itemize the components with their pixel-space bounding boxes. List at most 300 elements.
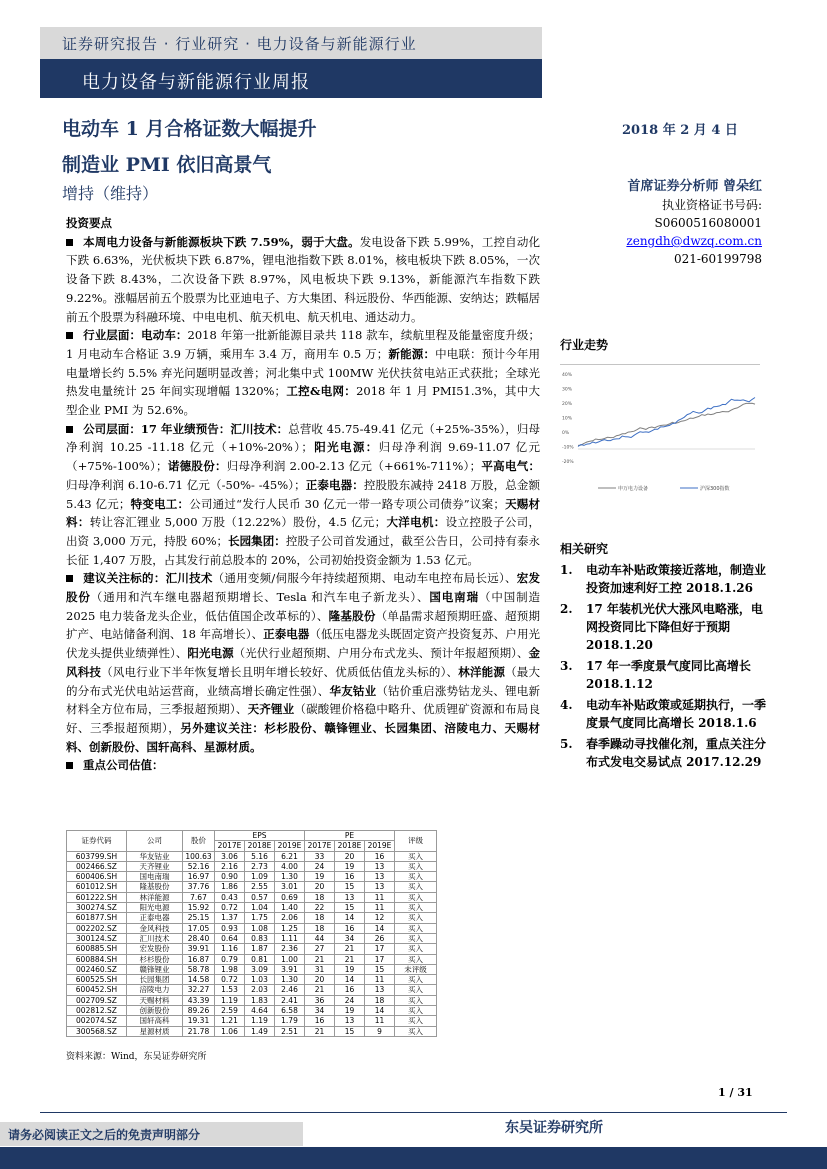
table-cell: 15 bbox=[335, 903, 365, 913]
table-cell: 11 bbox=[365, 1016, 395, 1026]
table-cell: 买入 bbox=[395, 851, 437, 861]
table-cell: 17 bbox=[365, 954, 395, 964]
table-row bbox=[67, 995, 437, 1005]
table-cell: 2.03 bbox=[245, 985, 275, 995]
y-tick-label: 40% bbox=[562, 373, 573, 378]
table-cell: 4.64 bbox=[245, 1006, 275, 1016]
y-tick-label: 30% bbox=[562, 387, 573, 393]
table-cell: 1.25 bbox=[275, 923, 305, 933]
table-cell: 15 bbox=[365, 964, 395, 974]
table-cell: 15 bbox=[335, 1026, 365, 1036]
table-cell: 89.26 bbox=[183, 1006, 215, 1016]
table-cell: 44 bbox=[305, 933, 335, 943]
recommend-stock: 天齐锂业 bbox=[247, 702, 295, 717]
table-cell: 正泰电器 bbox=[127, 913, 183, 923]
y-tick-label: 0% bbox=[562, 431, 570, 436]
chart-y-axis bbox=[562, 372, 574, 465]
related-item-title: 17 年装机光伏大涨风电略涨，电网投资同比下降但好于预期 2018.1.20 bbox=[586, 602, 763, 652]
table-cell: 6.21 bbox=[275, 851, 305, 861]
recommend-stock: 林洋能源 bbox=[458, 664, 506, 679]
table-cell: 宏发股份 bbox=[127, 944, 183, 954]
table-cell: 34 bbox=[335, 933, 365, 943]
table-cell: 3.91 bbox=[275, 964, 305, 974]
table-cell: 18 bbox=[305, 913, 335, 923]
table-row bbox=[67, 851, 437, 861]
company-label: 大洋电机： bbox=[386, 515, 446, 530]
related-item[interactable] bbox=[560, 657, 770, 693]
table-cell: 11 bbox=[365, 892, 395, 902]
recommend-reason: （钴价重启涨势钴龙头、锂电新材料全方位布局，三季报超预期）、 bbox=[66, 683, 541, 717]
valuation-table bbox=[66, 830, 437, 1037]
industry-newenergy-text: 中电联：预计今年用电量增长约 5.5% 弃光问题明显改善；河北集中式 100MW 光伏扶贫电站正式获批；全球光热发电量统计 25 年间实现增幅 1320%； bbox=[66, 346, 541, 399]
company-text: 归母净利润 6.10-6.71 亿元（-50%- -45%）； bbox=[66, 477, 306, 492]
table-cell: 3.06 bbox=[215, 851, 245, 861]
company-label: 诺德股份： bbox=[167, 459, 227, 474]
table-cell: 18 bbox=[365, 995, 395, 1005]
table-row bbox=[67, 872, 437, 882]
table-cell: 0.83 bbox=[245, 933, 275, 943]
company-label: 正泰电器： bbox=[305, 477, 364, 492]
table-cell: 0.64 bbox=[215, 933, 245, 943]
table-cell: 18 bbox=[305, 892, 335, 902]
table-cell: 100.63 bbox=[183, 851, 215, 861]
table-cell: 阳光电源 bbox=[127, 903, 183, 913]
table-cell: 1.19 bbox=[215, 995, 245, 1005]
related-item[interactable] bbox=[560, 696, 770, 732]
related-item[interactable] bbox=[560, 561, 770, 597]
table-cell: 300274.SZ bbox=[67, 903, 127, 913]
table-cell: 林洋能源 bbox=[127, 892, 183, 902]
table-cell: 22 bbox=[305, 903, 335, 913]
company-label: 汇川技术： bbox=[230, 421, 289, 436]
table-source: 资料来源：Wind，东吴证券研究所 bbox=[66, 1052, 207, 1062]
table-cell: 买入 bbox=[395, 892, 437, 902]
table-cell: 002074.SZ bbox=[67, 1016, 127, 1026]
table-cell: 19.31 bbox=[183, 1016, 215, 1026]
table-cell: 2.55 bbox=[245, 882, 275, 892]
table-cell: 买入 bbox=[395, 913, 437, 923]
table-cell: 002202.SZ bbox=[67, 923, 127, 933]
legend-label-hs300: 沪深300指数 bbox=[700, 486, 730, 492]
col-code: 证券代码 bbox=[67, 831, 127, 852]
company-label: 长园集团： bbox=[228, 533, 286, 548]
trend-label: 行业走势 bbox=[560, 338, 609, 352]
col-rating: 评级 bbox=[395, 831, 437, 852]
table-cell: 2.36 bbox=[275, 944, 305, 954]
related-item-number: 4. bbox=[560, 698, 573, 712]
table-cell: 19 bbox=[335, 964, 365, 974]
table-cell: 21.78 bbox=[183, 1026, 215, 1036]
table-cell: 601012.SH bbox=[67, 882, 127, 892]
footer-brand: 东吴证券研究所 bbox=[505, 1120, 603, 1136]
table-cell: 300568.SZ bbox=[67, 1026, 127, 1036]
section-heading: 投资要点 bbox=[66, 216, 112, 230]
table-cell: 14 bbox=[335, 975, 365, 985]
table-cell: 3.09 bbox=[245, 964, 275, 974]
industry-grid-text: 2018 年 1 月 PMI51.3%，其中大型企业 PMI 为 52.6%。 bbox=[66, 384, 541, 418]
table-cell: 1.16 bbox=[215, 944, 245, 954]
table-cell: 1.04 bbox=[245, 903, 275, 913]
y-tick-label: 20% bbox=[562, 402, 573, 407]
table-row bbox=[67, 913, 437, 923]
col-name: 公司 bbox=[127, 831, 183, 852]
series-line-hs300 bbox=[578, 403, 755, 445]
bullet-icon bbox=[66, 332, 73, 339]
table-cell: 华友钴业 bbox=[127, 851, 183, 861]
table-cell: 21 bbox=[335, 944, 365, 954]
table-cell: 杉杉股份 bbox=[127, 954, 183, 964]
table-row bbox=[67, 1006, 437, 1016]
table-cell: 1.00 bbox=[275, 954, 305, 964]
analyst-cert-no: S0600516080001 bbox=[654, 216, 762, 230]
bullet-icon bbox=[66, 762, 73, 769]
table-cell: 1.03 bbox=[245, 975, 275, 985]
table-cell: 1.11 bbox=[275, 933, 305, 943]
table-cell: 国轩高科 bbox=[127, 1016, 183, 1026]
table-cell: 3.01 bbox=[275, 882, 305, 892]
table-cell: 1.40 bbox=[275, 903, 305, 913]
recommend-stock: 华友钴业 bbox=[329, 683, 377, 698]
header-breadcrumb-bar bbox=[40, 27, 542, 59]
table-cell: 002466.SZ bbox=[67, 861, 127, 871]
table-cell: 1.19 bbox=[245, 1016, 275, 1026]
table-cell: 买入 bbox=[395, 1006, 437, 1016]
table-cell: 600452.SH bbox=[67, 985, 127, 995]
table-cell: 13 bbox=[365, 985, 395, 995]
recommend-reason: （单晶需求超预期旺盛、超预期扩产、电站储备利润、18 年高增长）、 bbox=[66, 608, 541, 642]
table-cell: 14 bbox=[335, 913, 365, 923]
table-cell: 2.46 bbox=[275, 985, 305, 995]
table-cell: 14.58 bbox=[183, 975, 215, 985]
table-cell: 买入 bbox=[395, 985, 437, 995]
recommend-reason: （通用和汽车继电器超预期增长、Tesla 和汽车电子新龙头）、 bbox=[90, 590, 430, 605]
table-cell: 2.41 bbox=[275, 995, 305, 1005]
table-cell: 1.75 bbox=[245, 913, 275, 923]
table-cell: 1.06 bbox=[215, 1026, 245, 1036]
y-tick-label: -20% bbox=[562, 460, 574, 465]
table-cell: 34 bbox=[305, 1006, 335, 1016]
table-cell: 58.78 bbox=[183, 964, 215, 974]
table-cell: 16 bbox=[365, 851, 395, 861]
table-cell: 买入 bbox=[395, 933, 437, 943]
recommend-stock: 金风科技 bbox=[66, 646, 541, 679]
table-cell: 4.00 bbox=[275, 861, 305, 871]
analyst-cert-label: 执业资格证书号码: bbox=[661, 198, 762, 212]
industry-ev-text: 2018 年第一批新能源目录共 118 款车，续航里程及能量密度升级；1 月电动车合格证 3.9 万辆，乘用车 3.4 万，商用车 0.5 万； bbox=[66, 328, 541, 361]
table-cell: 16 bbox=[335, 985, 365, 995]
table-row bbox=[67, 882, 437, 892]
header-report-type: 电力设备与新能源行业周报 bbox=[82, 72, 310, 93]
industry-grid-label: 工控&电网： bbox=[286, 384, 357, 399]
recommend-stock: 国电南瑞 bbox=[429, 590, 479, 605]
table-row bbox=[67, 1026, 437, 1036]
table-row bbox=[67, 923, 437, 933]
table-cell: 1.08 bbox=[245, 923, 275, 933]
company-label: 天赐材料： bbox=[66, 496, 540, 530]
company-lead: 公司层面：17 年业绩预告： bbox=[83, 421, 231, 436]
table-cell: 600884.SH bbox=[67, 954, 127, 964]
analyst-phone: 021-60199798 bbox=[673, 252, 762, 266]
table-cell: 0.72 bbox=[215, 975, 245, 985]
table-cell: 300124.SZ bbox=[67, 933, 127, 943]
y-tick-label: -10% bbox=[562, 445, 574, 451]
related-item[interactable] bbox=[560, 600, 770, 654]
company-text: 归母净利润 9.69-11.07 亿元（+75%-100%）； bbox=[66, 440, 540, 474]
company-text: 控股子公司首发通过，截至公告日，公司持有泰永长征 1,407 万股，占其发行前总股本的 20%，公司初始投资金额为 1.53 亿元。 bbox=[66, 533, 541, 567]
year-header: 2017E bbox=[305, 841, 335, 851]
table-cell: 600406.SH bbox=[67, 872, 127, 882]
table-row bbox=[67, 903, 437, 913]
table-cell: 39.91 bbox=[183, 944, 215, 954]
table-cell: 0.81 bbox=[245, 954, 275, 964]
recommend-reason: （风电行业下半年恢复增长且明年增长较好、优质低估值龙头标的）、 bbox=[101, 664, 459, 679]
table-cell: 汇川技术 bbox=[127, 933, 183, 943]
table-cell: 33 bbox=[305, 851, 335, 861]
related-item-title: 电动车补贴政策或延期执行，一季度景气度同比高增长 2018.1.6 bbox=[586, 698, 767, 730]
report-rating: 增持（维持） bbox=[62, 184, 159, 203]
table-cell: 未评级 bbox=[395, 964, 437, 974]
table-cell: 天赐材料 bbox=[127, 995, 183, 1005]
company-label: 平高电气： bbox=[481, 459, 541, 474]
table-cell: 32.27 bbox=[183, 985, 215, 995]
bullet-icon bbox=[66, 575, 73, 582]
table-cell: 11 bbox=[365, 975, 395, 985]
table-cell: 隆基股份 bbox=[127, 882, 183, 892]
related-item-title: 春季躁动寻找催化剂，重点关注分布式发电交易试点 2017.12.29 bbox=[586, 737, 767, 769]
related-item-number: 3. bbox=[560, 659, 573, 673]
table-cell: 6.58 bbox=[275, 1006, 305, 1016]
table-cell: 1.79 bbox=[275, 1016, 305, 1026]
report-date: 2018 年 2 月 4 日 bbox=[622, 123, 738, 138]
table-cell: 12 bbox=[365, 913, 395, 923]
legend-label-sw: 申万电力设备 bbox=[618, 486, 649, 492]
table-cell: 36 bbox=[305, 995, 335, 1005]
industry-trend-chart bbox=[560, 364, 760, 499]
table-cell: 长园集团 bbox=[127, 975, 183, 985]
table-row bbox=[67, 944, 437, 954]
company-text: 公司通过“发行人民币 30 亿元一带一路专项公司债券”议案； bbox=[189, 496, 505, 511]
table-cell: 14 bbox=[365, 1006, 395, 1016]
related-item[interactable] bbox=[560, 735, 770, 771]
table-cell: 星源材质 bbox=[127, 1026, 183, 1036]
col-eps: EPS bbox=[215, 831, 305, 841]
table-cell: 1.86 bbox=[215, 882, 245, 892]
header-breadcrumb: 证券研究报告 · 行业研究 · 电力设备与新能源行业 bbox=[62, 35, 417, 53]
related-item-number: 5. bbox=[560, 737, 573, 751]
company-text: 设立控股子公司，出资 3,000 万元，持股 60%； bbox=[66, 515, 541, 548]
table-cell: 1.37 bbox=[215, 913, 245, 923]
table-cell: 002812.SZ bbox=[67, 1006, 127, 1016]
report-title-line2: 制造业 PMI 依旧高景气 bbox=[62, 154, 272, 176]
table-cell: 27 bbox=[305, 944, 335, 954]
table-cell: 1.30 bbox=[275, 975, 305, 985]
table-cell: 19 bbox=[335, 1006, 365, 1016]
col-price: 股价 bbox=[183, 831, 215, 852]
table-cell: 15.92 bbox=[183, 903, 215, 913]
recommend-reason: （最大的分布式光伏电站运营商，业绩高增长确定性强）、 bbox=[66, 664, 541, 698]
table-cell: 13 bbox=[335, 892, 365, 902]
table-cell: 24 bbox=[335, 995, 365, 1005]
year-header: 2018E bbox=[335, 841, 365, 851]
table-cell: 2.51 bbox=[275, 1026, 305, 1036]
table-cell: 0.72 bbox=[215, 903, 245, 913]
table-cell: 买入 bbox=[395, 995, 437, 1005]
recommend-stock: 正泰电器 bbox=[263, 627, 310, 642]
table-row bbox=[67, 861, 437, 871]
table-cell: 002460.SZ bbox=[67, 964, 127, 974]
related-research-list bbox=[560, 561, 770, 774]
table-cell: 601222.SH bbox=[67, 892, 127, 902]
table-cell: 20 bbox=[335, 851, 365, 861]
valuation-lead: 重点公司估值： bbox=[83, 758, 164, 773]
table-cell: 9 bbox=[365, 1026, 395, 1036]
table-cell: 1.09 bbox=[245, 872, 275, 882]
y-tick-label: 10% bbox=[562, 416, 573, 422]
table-cell: 11 bbox=[365, 903, 395, 913]
recommend-stock: 汇川技术 bbox=[165, 571, 213, 586]
recommend-stock: 隆基股份 bbox=[328, 608, 376, 623]
table-cell: 买入 bbox=[395, 954, 437, 964]
table-cell: 13 bbox=[365, 872, 395, 882]
table-cell: 买入 bbox=[395, 903, 437, 913]
table-cell: 买入 bbox=[395, 861, 437, 871]
related-item-number: 2. bbox=[560, 602, 573, 616]
table-cell: 19 bbox=[305, 872, 335, 882]
page-number: 1 / 31 bbox=[718, 1086, 753, 1099]
table-row bbox=[67, 985, 437, 995]
table-cell: 1.98 bbox=[215, 964, 245, 974]
table-cell: 28.40 bbox=[183, 933, 215, 943]
table-row bbox=[67, 964, 437, 974]
table-row bbox=[67, 1016, 437, 1026]
company-label: 阳光电源： bbox=[312, 440, 379, 455]
table-cell: 16 bbox=[305, 1016, 335, 1026]
analyst-email-link[interactable]: zengdh@dwzq.com.cn bbox=[626, 234, 762, 248]
company-text: 转让容汇锂业 5,000 万股（12.22%）股份，4.5 亿元； bbox=[89, 515, 387, 530]
table-cell: 1.21 bbox=[215, 1016, 245, 1026]
industry-lead: 行业层面： bbox=[83, 328, 142, 343]
paragraph-market bbox=[66, 233, 540, 327]
company-text: 归母净利润 2.00-2.13 亿元（+661%-711%）； bbox=[226, 459, 482, 474]
table-cell: 21 bbox=[305, 954, 335, 964]
bullet-icon bbox=[66, 239, 73, 246]
table-cell: 买入 bbox=[395, 975, 437, 985]
footer-divider bbox=[40, 1112, 787, 1113]
company-text: 控股股东减持 2418 万股，总金额 5.43 亿元； bbox=[66, 477, 541, 511]
table-cell: 天齐锂业 bbox=[127, 861, 183, 871]
table-cell: 买入 bbox=[395, 872, 437, 882]
table-cell: 17.05 bbox=[183, 923, 215, 933]
table-cell: 25.15 bbox=[183, 913, 215, 923]
table-row bbox=[67, 892, 437, 902]
table-cell: 31 bbox=[305, 964, 335, 974]
recommend-stock: 宏发股份 bbox=[66, 571, 541, 605]
recommend-reason: （通用变频/伺服今年持续超预期、电动车电控布局长远）、 bbox=[212, 571, 517, 586]
table-cell: 20 bbox=[305, 882, 335, 892]
table-cell: 14 bbox=[365, 923, 395, 933]
company-text: 总营收 45.75-49.41 亿元（+25%-35%），归母净利润 10.25 -11.18 亿元（+10%-20%）； bbox=[66, 421, 541, 455]
table-row bbox=[67, 975, 437, 985]
analyst-title: 首席证券分析师 曾朵红 bbox=[627, 179, 762, 194]
company-label: 特变电工： bbox=[130, 496, 190, 511]
paragraph-recommendations bbox=[66, 569, 540, 756]
table-cell: 1.49 bbox=[245, 1026, 275, 1036]
table-cell: 24 bbox=[305, 861, 335, 871]
series-line-sw-power bbox=[578, 398, 755, 447]
year-header: 2019E bbox=[275, 841, 305, 851]
table-cell: 1.87 bbox=[245, 944, 275, 954]
recommend-lead: 建议关注标的： bbox=[83, 571, 166, 586]
market-summary-text: 发电设备下跌 5.99%，工控自动化下跌 6.63%，光伏板块下跌 6.87%，锂电池指数下跌 8.01%，核电板块下跌 8.05%，一次设备下跌 8.43%，二次设备下跌 8.97%，风电板块下跌 9.13%，新能源汽车指数下跌 9.22%。涨幅居前五个股票为比亚迪电子、方大集团、科远股份、华西能源、安纳达；跌幅居前五个股票为科融环境、中电电机、航天机电、航天机电、通达动力。 bbox=[66, 234, 541, 324]
recommend-reason: （碳酸锂价格稳中略升、优质锂矿资源和布局良好、三季报超预期）， bbox=[66, 702, 541, 735]
analyst-info bbox=[626, 178, 762, 268]
table-cell: 13 bbox=[365, 861, 395, 871]
footer-bar bbox=[0, 1147, 827, 1169]
market-summary-bold: 本周电力设备与新能源板块下跌 7.59%，弱于大盘。 bbox=[83, 234, 360, 249]
recommend-reason: （光伏行业超预期、户用分布式龙头、预计年报超预期）、 bbox=[233, 646, 529, 661]
table-row bbox=[67, 933, 437, 943]
table-cell: 601877.SH bbox=[67, 913, 127, 923]
report-title-line1: 电动车 1 月合格证数大幅提升 bbox=[62, 118, 317, 140]
table-cell: 0.57 bbox=[245, 892, 275, 902]
table-cell: 600885.SH bbox=[67, 944, 127, 954]
table-cell: 21 bbox=[305, 985, 335, 995]
recommend-reason: （低压电器龙头既固定资产投资复苏、户用光伏龙头提供业绩弹性）、 bbox=[66, 627, 541, 661]
related-item-number: 1. bbox=[560, 563, 573, 577]
table-cell: 21 bbox=[335, 954, 365, 964]
industry-newenergy-label: 新能源： bbox=[388, 346, 436, 361]
investment-highlights bbox=[66, 214, 540, 775]
table-cell: 603799.SH bbox=[67, 851, 127, 861]
table-cell: 15 bbox=[335, 882, 365, 892]
table-cell: 13 bbox=[335, 1016, 365, 1026]
table-cell: 16.97 bbox=[183, 872, 215, 882]
year-header: 2017E bbox=[215, 841, 245, 851]
table-cell: 600525.SH bbox=[67, 975, 127, 985]
table-cell: 2.59 bbox=[215, 1006, 245, 1016]
table-cell: 1.83 bbox=[245, 995, 275, 1005]
year-header: 2018E bbox=[245, 841, 275, 851]
table-body bbox=[67, 851, 437, 1036]
table-cell: 买入 bbox=[395, 923, 437, 933]
table-cell: 创新股份 bbox=[127, 1006, 183, 1016]
table-cell: 金风科技 bbox=[127, 923, 183, 933]
recommend-others: 另外建议关注：杉杉股份、赣锋锂业、长园集团、涪陵电力、天赐材料、创新股份、国轩高科、星源材质。 bbox=[66, 720, 541, 754]
col-pe: PE bbox=[305, 831, 395, 841]
table-cell: 16 bbox=[335, 923, 365, 933]
table-cell: 17 bbox=[365, 944, 395, 954]
table-cell: 买入 bbox=[395, 882, 437, 892]
table-cell: 1.30 bbox=[275, 872, 305, 882]
table-cell: 买入 bbox=[395, 1016, 437, 1026]
table-row bbox=[67, 954, 437, 964]
recommend-reason: （中国制造 2025 电力装备龙头企业，低估值国企改革标的）、 bbox=[66, 590, 541, 623]
table-cell: 0.90 bbox=[215, 872, 245, 882]
table-cell: 2.73 bbox=[245, 861, 275, 871]
table-cell: 2.16 bbox=[215, 861, 245, 871]
table-cell: 0.79 bbox=[215, 954, 245, 964]
paragraph-valuation bbox=[66, 756, 540, 775]
table-cell: 18 bbox=[305, 923, 335, 933]
table-cell: 20 bbox=[305, 975, 335, 985]
table-cell: 13 bbox=[365, 882, 395, 892]
table-cell: 国电南瑞 bbox=[127, 872, 183, 882]
table-cell: 26 bbox=[365, 933, 395, 943]
paragraph-industry bbox=[66, 326, 540, 420]
table-cell: 1.53 bbox=[215, 985, 245, 995]
related-research-label: 相关研究 bbox=[560, 542, 609, 556]
disclaimer-text: 请务必阅读正文之后的免责声明部分 bbox=[8, 1128, 201, 1142]
